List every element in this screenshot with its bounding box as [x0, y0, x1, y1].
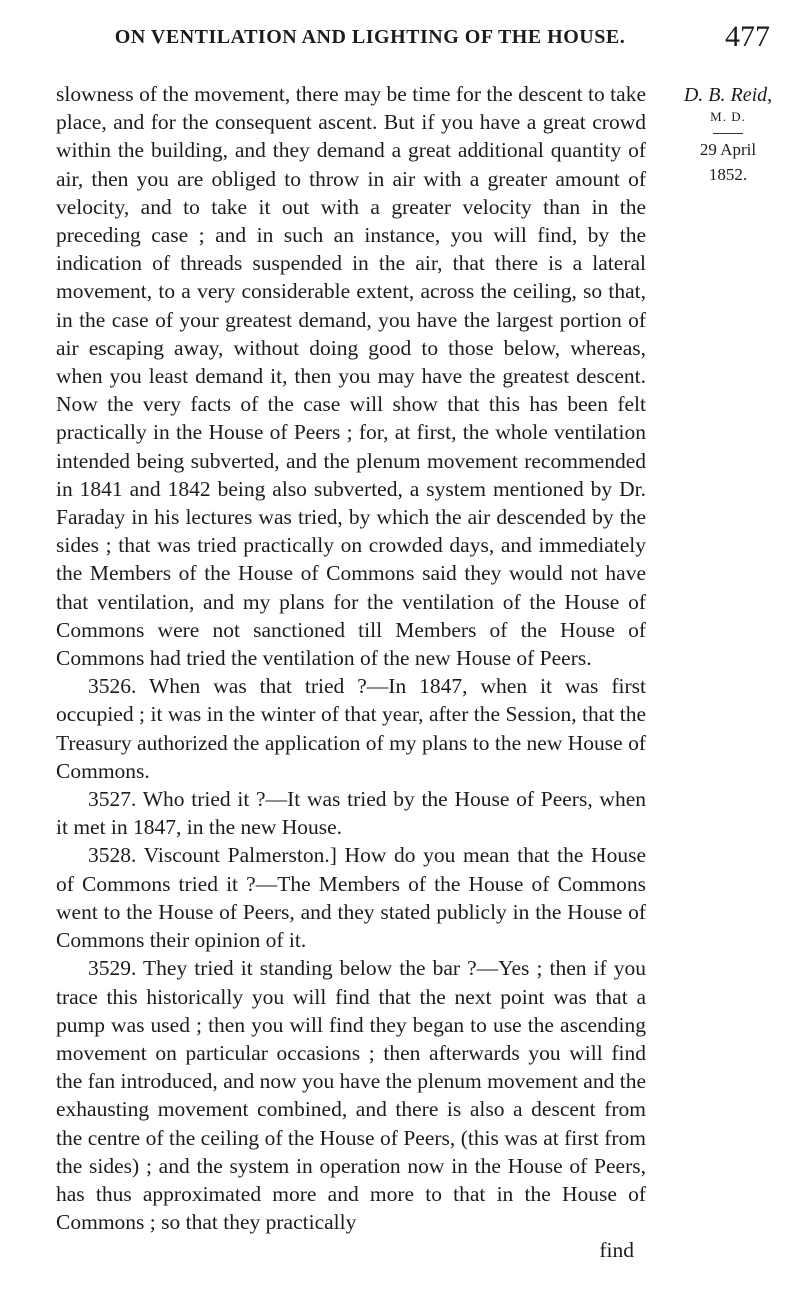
question-3526: 3526. When was that tried ?—In 1847, when it was first occupied ; it was in the winter of that year, after the Session, that the Treasury authorized the application of my plans to the new House of Commons. [56, 674, 646, 783]
body-text [56, 80, 646, 1265]
page-number: 477 [725, 20, 770, 53]
question-3527: 3527. Who tried it ?—It was tried by the House of Peers, when it met in 1847, in the new House. [56, 787, 646, 840]
margin-note [666, 84, 790, 184]
witness-name: D. B. Reid, [683, 84, 773, 106]
catchword: find [599, 1238, 634, 1263]
question-3528: 3528. Viscount Palmerston.] How do you mean that the House of Commons tried it ?—The Members of the House of Commons went to the House of Peers, and they stated publicly in the House of Commons their opinion of it. [56, 843, 646, 953]
page-header [30, 16, 770, 56]
witness-degree: M. D. [710, 109, 746, 124]
date-line-2: 1852. [708, 165, 748, 184]
question-3529: 3529. They tried it standing below the bar ?—Yes ; then if you trace this historically you will find that the next point was that a pump was used ; then you will find they began to use the ascending movement on particular occasions ; then afterwards you will find the fan introduced, and now you have the plenum movement and the exhausting movement combined, and there is also a descent from the centre of the ceiling of the House of Peers, (this was at first from the sides) ; and the system in operation now in the House of Peers, has thus approximated more and more to that in the House of Commons ; so that they practically [56, 956, 646, 1235]
margin-rule [713, 133, 743, 134]
paragraph-continued: slowness of the movement, there may be time for the descent to take place, and for the consequent ascent. But if you have a great crowd within the building, and they demand a great additional quantity of air, then you are obliged to throw in air with a greater amount of velocity, and to take it out with a greater velocity than in the preceding case ; and in such an instance, you will find, by the indication of threads suspended in the air, that there is a lateral movement, to a very considerable extent, across the ceiling, so that, in the case of your greatest demand, you have the largest portion of air escaping away, without doing good to those below, whereas, when you least demand it, then you may have the greatest descent. Now the very facts of the case will show that this has been felt practically in the House of Peers ; for, at first, the whole ventilation intended being subverted, and the plenum movement recommended in 1841 and 1842 being also subverted, a system mentioned by Dr. Faraday in his lectures was tried, by which the air descended by the sides ; that was tried practically on crowded days, and immediately the Members of the House of Commons said they would not have that ventilation, and my plans for the ventilation of the House of Commons were not sanctioned till Members of the House of Commons had tried the ventilation of the new House of Peers. [56, 82, 646, 671]
running-title: ON VENTILATION AND LIGHTING OF THE HOUSE. [114, 26, 626, 48]
date-line-1: 29 April [699, 140, 757, 159]
